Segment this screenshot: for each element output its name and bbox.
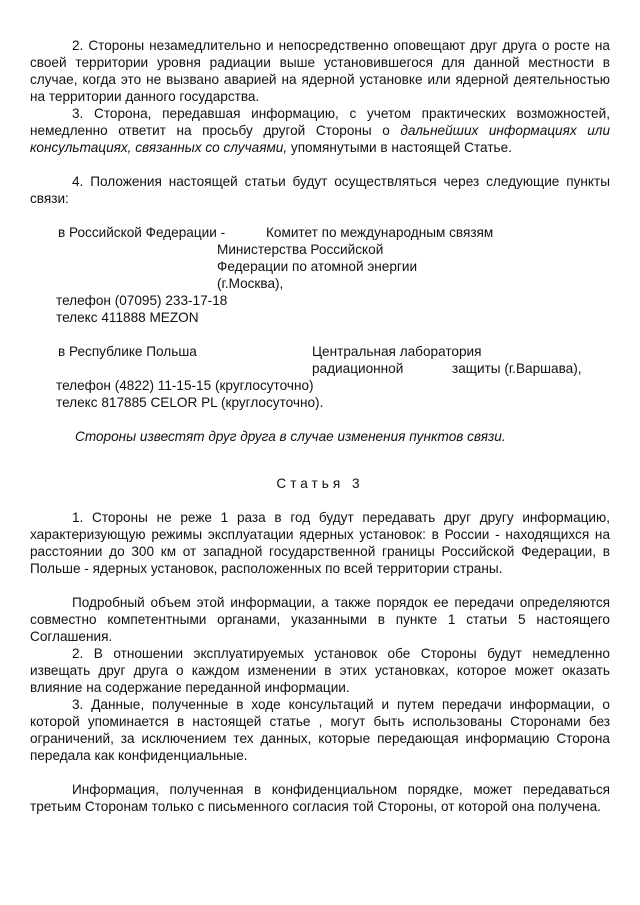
article-heading: Статья 3 bbox=[276, 476, 364, 491]
notification-note: Стороны известят друг друга в случае изменения пунктов связи. bbox=[75, 429, 506, 444]
paragraph-3 bbox=[30, 105, 610, 156]
contact-pl-org-line1: Центральная лаборатория bbox=[312, 344, 482, 359]
paragraph-4: 4. Положения настоящей статьи будут осуществляться через следующие пункты связи: bbox=[30, 174, 610, 206]
paragraph-3-text: 3. Сторона, передавшая информацию, с учетом практических возможностей, немедленно ответит на просьбу другой Стороны о bbox=[30, 106, 610, 138]
contact-pl-telex: телекс 817885 CELOR PL (круглосуточно). bbox=[56, 395, 324, 410]
contact-ru-org-line3: Федерации по атомной энергии bbox=[217, 259, 418, 274]
contact-ru-org-line4: (г.Москва), bbox=[217, 276, 284, 291]
paragraph-3-italic: дальнейших информациях или консультациях, связанных со случаями, bbox=[30, 123, 611, 155]
article-3-paragraph-3: 3. Данные, полученные в ходе консультаций и путем передачи информации, о которой упоминается в настоящей статье , могут быть использованы Сторонами без ограничений, за исключением тех данных, которые передающая информацию Сторона передала как конфиденциальные. bbox=[30, 697, 610, 763]
paragraph-2: 2. Стороны незамедлительно и непосредственно оповещают друг друга о росте на своей территории уровня радиации выше установившегося для данной местности в случае, когда это не вызвано аварией на ядерной установке или ядерной деятельностью на территории данного государства. bbox=[30, 38, 610, 104]
contact-pl-phone: телефон (4822) 11-15-15 (круглосуточно) bbox=[56, 378, 314, 393]
contact-ru-org-line2: Министерства Российской bbox=[217, 242, 384, 257]
contact-ru-telex: телекс 411888 MEZON bbox=[56, 310, 199, 325]
article-3-paragraph-3b: Информация, полученная в конфиденциальном порядке, может передаваться третьим Сторонам только с письменного согласия той Стороны, от которой она получена. bbox=[30, 782, 610, 814]
contact-pl-org-line2a: радиационной bbox=[312, 361, 404, 376]
contact-pl-org-line2b: защиты (г.Варшава), bbox=[452, 361, 582, 376]
contact-ru-org-line1: Комитет по международным связям bbox=[266, 225, 494, 240]
article-3-paragraph-2: 2. В отношении эксплуатируемых установок обе Стороны будут немедленно извещать друг друга о каждом изменении в этих установках, которое может оказать влияние на содержание переданной информации. bbox=[30, 646, 610, 695]
contact-ru-phone: телефон (07095) 233-17-18 bbox=[56, 293, 228, 308]
article-3-paragraph-1: 1. Стороны не реже 1 раза в год будут передавать друг другу информацию, характеризующую режимы эксплуатации ядерных установок: в России - находящихся на расстоянии до 300 км от западной государственной границы Российской Федерации, в Польше - ядерных установок, расположенных по всей территории страны. bbox=[30, 510, 610, 576]
article-3-paragraph-1b: Подробный объем этой информации, а также порядок ее передачи определяются совместно компетентными органами, указанными в пункте 1 статьи 5 настоящего Соглашения. bbox=[30, 595, 610, 644]
contact-ru-label: в Российской Федерации - bbox=[58, 225, 226, 240]
paragraph-3-end: упомянутыми в настоящей Статье. bbox=[287, 140, 512, 155]
contact-pl-label: в Республике Польша bbox=[58, 344, 197, 359]
